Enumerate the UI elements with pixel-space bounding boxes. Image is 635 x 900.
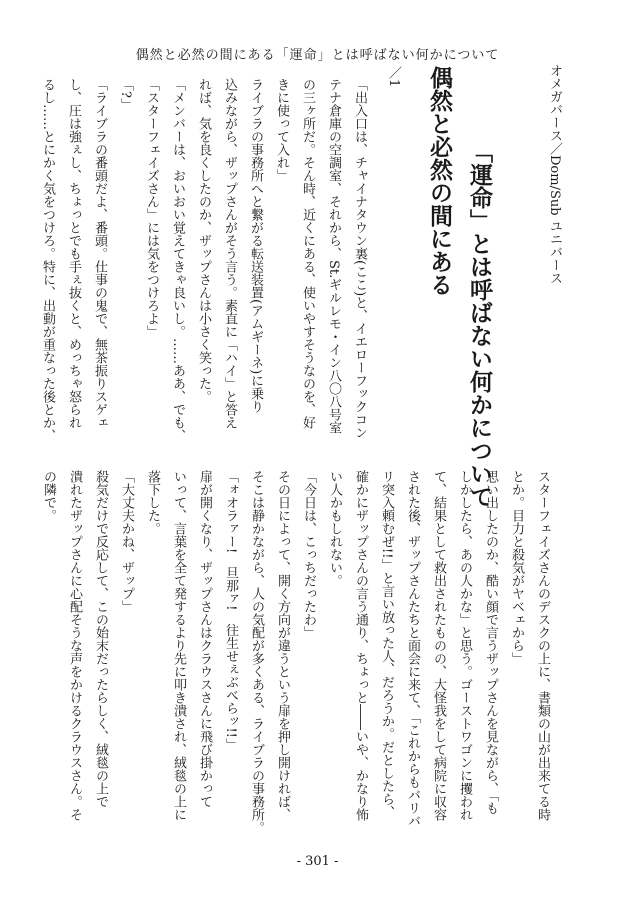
body-text-top: [34, 78, 372, 442]
text-line: された後、ザップさんたちと面会に来て、「これからもバリバ: [405, 470, 420, 828]
text-line: とか。目力と殺気がヤベェから」: [509, 470, 524, 665]
text-line: 潰れたザップさんに心配そうな声をかけるクラウスさん。そ: [67, 470, 82, 821]
text-line: 確かにザップさんの言う通り、ちょっと――いや、かなり怖: [353, 470, 368, 821]
text-line: 「ォオラァー! 旦那ァ! 往生せぇぶべらッ!!」: [223, 470, 238, 751]
text-line: れば、気を良くしたのか、ザップさんは小さく笑った。: [196, 78, 211, 403]
page-number: - 301 -: [296, 854, 339, 869]
story-title-line-2: 「運命」とは呼ばない何かについて: [466, 140, 493, 508]
series-header: [541, 64, 567, 285]
story-title-line-1: 偶然と必然の間にある: [426, 66, 453, 296]
text-line: 扉が開くなり、ザップさんはクラウスさんに飛び掛かって: [197, 470, 212, 808]
running-head: 偶然と必然の間にある「運命」とは呼ばない何かについて: [135, 48, 500, 63]
body-text-bottom: [35, 470, 555, 834]
text-line: リ突入頼むぜ!!」と言い放った人、だろうか。だとしたら、: [379, 470, 394, 819]
text-line: いって、言葉を全て発するより先に叩き潰され、絨毯の上に: [171, 470, 186, 821]
text-line: 込みながら、ザップさんがそう言う。素直に「ハイ」と答え: [222, 78, 237, 429]
text-line: し、圧は強ぇし、ちょっとでも手ぇ抜くと、めっちゃ怒られ: [66, 78, 81, 429]
text-line: 「出入口は、チャイナタウン裏(ここ)と、イエローフックコン: [352, 78, 367, 440]
text-line: の三ヶ所だ。そん時、近くにある、使いやすそうなのを、好: [300, 78, 315, 429]
text-line: 「スターフェイズさん」には気をつけろよ」: [144, 78, 159, 338]
text-line: きに使って入れ」: [274, 78, 289, 182]
text-line: ライブラの事務所へと繋がる転送装置(アムギーネ)に乗り: [248, 78, 263, 414]
story-title: [419, 66, 499, 508]
text-line: 思い出したのか、酷い顔で言うザップさんを見ながら、「も: [483, 470, 498, 815]
text-line: て、結果として救出されたものの、大怪我をして病院に収容: [431, 470, 446, 821]
text-line: 「ライブラの番頭だよ、番頭。仕事の鬼で、無茶振りスゲェ: [92, 78, 107, 429]
text-line: 「今日は、こっちだったわ」: [301, 470, 316, 639]
text-line: その日によって、開く方向が違うという扉を押し開ければ、: [275, 470, 290, 821]
text-line: そこは静かながら、人の気配が多くある、ライブラの事務所。: [249, 470, 264, 834]
text-line: しかしたら、あの人かな」と思う。ゴーストワゴンに攫われ: [457, 470, 472, 821]
text-line: るし……とにかく気をつけろ。特に、出動が重なった後とか、: [40, 78, 55, 442]
text-line: 落下した。: [145, 470, 160, 535]
text-line: の隣で。: [41, 470, 56, 522]
text-line: テナ倉庫の空調室、それから、St.ギルレモ・イン八〇八号室: [326, 78, 341, 435]
text-line: 殺気だけで反応して、この始末だったらしく、絨毯の上で: [93, 470, 108, 808]
series-header-text: オメガバース／Dom/Sub ユニバース: [547, 64, 562, 285]
text-line: スターフェイズさんのデスクの上に、書類の山が出来てる時: [535, 470, 550, 821]
text-line: 「?」: [118, 78, 133, 111]
text-line: 「大丈夫かね、ザップ」: [119, 470, 134, 613]
section-mark-text: ／1: [386, 66, 401, 88]
text-line: い人かもしれない。: [327, 470, 342, 587]
text-line: 「メンバーは、おいおい覚えてきゃ良いし。……ああ、でも、: [170, 78, 185, 442]
section-mark: [384, 66, 403, 87]
